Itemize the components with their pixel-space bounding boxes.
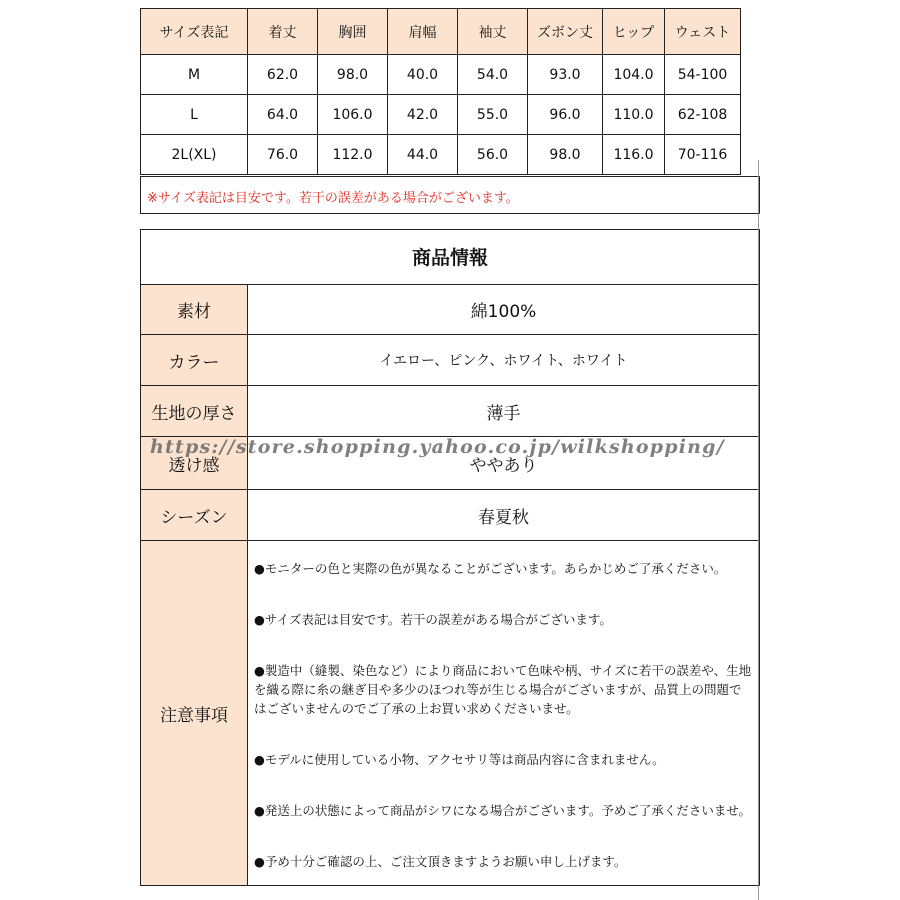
table-cell: 96.0 [528,95,603,135]
note-item: ●発送上の状態によって商品がシワになる場合がございます。予めご了承くださいませ。 [254,803,752,818]
note-item: ●サイズ表記は目安です。若干の誤差がある場合がございます。 [254,612,612,627]
table-cell: 62.0 [248,55,318,95]
value-season: 春夏秋 [247,489,760,541]
table-cell: 56.0 [458,135,528,175]
header-cell: 胸囲 [318,9,388,55]
label-color: カラー [140,334,248,386]
table-cell: 76.0 [248,135,318,175]
table-cell: 64.0 [248,95,318,135]
table-cell: 54-100 [665,55,741,95]
table-cell: L [141,95,248,135]
table-cell: 98.0 [528,135,603,175]
header-cell: サイズ表記 [141,9,248,55]
table-cell: 55.0 [458,95,528,135]
header-cell: ヒップ [603,9,665,55]
table-cell: 110.0 [603,95,665,135]
size-table [140,8,741,175]
label-transparency: 透け感 [140,436,248,490]
table-cell: 70-116 [665,135,741,175]
product-info-title: 商品情報 [411,247,488,269]
value-thickness: 薄手 [247,385,760,437]
table-row [141,55,741,95]
edge-divider [758,160,759,900]
table-cell: 93.0 [528,55,603,95]
value-transparency: ややあり [247,436,760,490]
table-row [141,95,741,135]
table-cell: 54.0 [458,55,528,95]
label-thickness: 生地の厚さ [140,385,248,437]
note-item: ●モデルに使用している小物、アクセサリ等は商品内容に含まれません。 [254,752,665,767]
table-cell: 2L(XL) [141,135,248,175]
table-cell: 98.0 [318,55,388,95]
header-cell: 着丈 [248,9,318,55]
value-color: イエロー、ピンク、ホワイト、ホワイト [247,334,760,386]
label-season: シーズン [140,489,248,541]
table-cell: 106.0 [318,95,388,135]
table-cell: 104.0 [603,55,665,95]
header-cell: ウェスト [665,9,741,55]
label-notes: 注意事項 [140,540,248,886]
table-cell: 112.0 [318,135,388,175]
notes-list [247,540,760,886]
header-cell: 袖丈 [458,9,528,55]
size-table-header-row [141,9,741,55]
note-item: ●製造中（縫製、染色など）により商品において色味や柄、サイズに若干の誤差や、生地を織る際に糸の継ぎ目や多少のほつれ等が生じる場合がございますが、品質上の問題ではございませんのでご了承の上お買い求めくださいませ。 [254,663,752,716]
table-row [141,135,741,175]
note-item: ●予め十分ご確認の上、ご注文頂きますようお願い申し上げます。 [254,854,627,869]
table-cell: 44.0 [388,135,458,175]
value-material: 綿100% [247,284,760,335]
header-cell: ズボン丈 [528,9,603,55]
table-cell: 42.0 [388,95,458,135]
size-note: ※サイズ表記は目安です。若干の誤差がある場合がございます。 [140,176,760,214]
table-cell: 62-108 [665,95,741,135]
table-cell: M [141,55,248,95]
table-cell: 40.0 [388,55,458,95]
store-url-watermark: https://store.shopping.yahoo.co.jp/wilkshopping/ [150,436,725,458]
table-cell: 116.0 [603,135,665,175]
header-cell: 肩幅 [388,9,458,55]
note-item: ●モニターの色と実際の色が異なることがございます。あらかじめご了承ください。 [254,561,727,576]
label-material: 素材 [140,284,248,335]
